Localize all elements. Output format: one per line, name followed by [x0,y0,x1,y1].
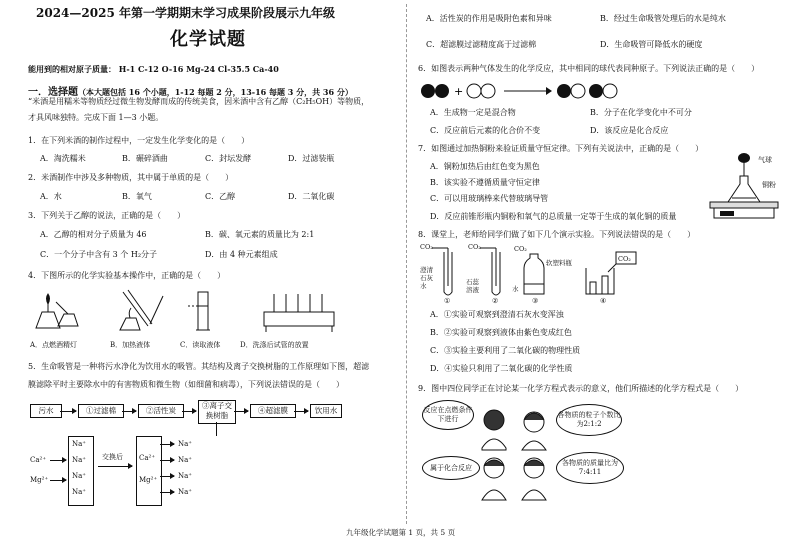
atomic-masses: 能用到的相对原子质量： H-1 C-12 O-16 Mg-24 Cl-35.5 Ca-40 [28,64,279,74]
ion-na-out: Na⁺ [178,456,192,464]
ion-arrow [160,476,174,477]
q6-stem: 6．如图表示两种气体发生的化学反应，其中相同的球代表同种原子。下列说法正确的是（ ） [418,64,760,73]
ion-arrow [160,492,174,493]
intro-line1: “米酒是用糯米等物质经过微生物发酵而成的传统美食，因米酒中含有乙醇（C₂H₅OH）等物质， [28,97,370,106]
students-illustration [474,402,556,502]
molecule-white-pair-icon [467,84,495,98]
flow-arrow [234,411,248,412]
q8-num-1: ① [444,297,451,305]
intro-line2: 才具风味独特。完成下面 1—3 小题。 [28,113,164,122]
q5-option-a: A．活性炭的作用是吸附色素和异味 [426,14,552,23]
ion-na-out: Na⁺ [178,488,192,496]
q4-option-b: B．加热液体 [110,341,151,349]
q8-num-4: ④ [600,297,607,305]
q8-num-3: ③ [532,297,539,305]
speech-bubble: 各物质的质量比为7:4:11 [556,452,624,484]
test-tube-rack-icon [264,294,334,332]
speech-bubble: 属于化合反应 [422,456,480,480]
q6-option-a: A．生成物一定是混合物 [430,108,516,117]
student-icon [482,410,546,450]
q7-option-a: A．铜粉加热后由红色变为黑色 [430,162,540,171]
ion-arrow [50,480,66,481]
q5-option-c: C．超滤膜过滤精度高于过滤棉 [426,40,537,49]
ion-ca: Ca²⁺ [30,456,47,464]
q8-label-co2: CO₂ [618,255,631,263]
q3-option-a: A．乙醇的相对分子质量为 46 [40,230,147,239]
q4-stem: 4．下图所示的化学实验基本操作中，正确的是（ ） [28,271,226,280]
speech-bubble: 各物质的粒子个数比为2:1:2 [556,404,622,436]
molecule-product-icon [589,84,617,98]
q8-option-a: A．①实验可观察到澄清石灰水变浑浊 [430,310,564,319]
svg-text:+: + [454,85,464,98]
q7-option-b: B．该实验不遵循质量守恒定律 [430,178,540,187]
flow-cotton-filter: ①过滤棉 [78,404,124,418]
flow-connector [216,422,217,436]
q8-label-co2: CO₂ [420,243,433,251]
ion-arrow [160,444,174,445]
molecule-black-pair-icon [421,84,449,98]
q5-stem-line2: 膜滤除平时主要除水中的有害物质和微生物（如细菌和病毒），下列说法错误的是（ ） [28,380,344,389]
ion-arrow [50,460,66,461]
ion-na-out: Na⁺ [178,472,192,480]
q3-option-b: B．碳、氧元素的质量比为 2:1 [205,230,315,239]
part1-heading: 一．选择题 [28,87,78,98]
q7-label-copper: 铜粉 [762,181,776,189]
q7-label-balloon: 气球 [758,156,772,164]
q1-option-b: B．碾碎酒曲 [122,154,168,163]
q5-option-d: D．生命吸管可降低水的硬度 [600,40,703,49]
flow-ultrafiltration: ④超滤膜 [250,404,296,418]
ion-arrow [160,460,174,461]
flow-arrow [122,411,136,412]
ion-mg-bound: Mg²⁺ [139,476,158,484]
q1-stem: 1．在下列米酒的制作过程中，一定发生化学变化的是（ ） [28,136,250,145]
exam-title-sub: 化学试题 [170,29,246,50]
flow-drinking-water: 饮用水 [310,404,342,418]
q4-option-d: D．洗涤后试管的放置 [240,341,309,349]
q5-option-b: B．经过生命吸管处理后的水是纯水 [600,14,726,23]
q2-option-d: D．二氧化碳 [288,192,335,201]
molecule-product-icon [557,84,585,98]
balance-icon [710,202,778,218]
flow-sewage: 污水 [30,404,62,418]
ion-na: Na⁺ [72,456,86,464]
q6-molecule-reaction [418,80,718,102]
q2-option-a: A．水 [40,192,62,201]
q6-option-b: B．分子在化学变化中不可分 [590,108,692,117]
resin-after [136,436,162,506]
flask-icon [728,176,760,202]
q2-option-c: C．乙醇 [205,192,236,201]
flow-arrow [294,411,308,412]
q2-option-b: B．氧气 [122,192,152,201]
exam-title-main: 2024—2025 年第一学期期末学习成果阶段展示九年级 [36,6,335,20]
q2-stem: 2．米酒制作中涉及多种物质，其中属于单质的是（ ） [28,173,234,182]
q4-option-a: A．点燃酒精灯 [30,341,78,349]
ion-na-out: Na⁺ [178,440,192,448]
flow-activated-carbon: ②活性炭 [138,404,184,418]
q4-apparatus-illustrations [28,286,368,336]
column-divider [406,4,407,524]
q8-num-2: ② [492,297,499,305]
q8-label-co2: CO₂ [468,243,481,251]
q8-co2-experiments [418,242,648,304]
q4-option-c: C．读取液体 [180,341,221,349]
flow-ion-exchange-resin: ③离子交换树脂 [198,400,236,424]
heating-test-tube-icon [120,290,163,330]
exchange-arrow [98,466,132,467]
q1-option-d: D．过滤装瓶 [288,154,335,163]
q5-stem-line1: 5．生命吸管是一种将污水净化为饮用水的吸管。其结构及离子交换树脂的工作原理如下图，超滤 [28,362,370,371]
q8-stem: 8．课堂上，老师给同学们做了如下几个演示实验。下列说法错误的是（ ） [418,230,696,239]
alcohol-lamp-icon [36,294,78,328]
q3-option-d: D．由 4 种元素组成 [205,250,278,259]
speech-bubble: 反应在点燃条件下进行 [422,400,474,430]
flow-arrow [60,411,76,412]
ion-na: Na⁺ [72,472,86,480]
q7-option-d: D．反应前锥形瓶内铜粉和氧气的总质量一定等于生成的氧化铜的质量 [430,212,677,221]
q8-option-c: C．③实验主要利用了二氧化碳的物理性质 [430,346,581,355]
q9-stem: 9．图中四位同学正在讨论某一化学方程式表示的意义，他们所描述的化学方程式是（ ） [418,384,744,393]
ion-ca-bound: Ca²⁺ [139,454,156,462]
q8-option-b: B．②实验可观察到液体由紫色变成红色 [430,328,572,337]
q6-option-c: C．反应前后元素的化合价不变 [430,126,541,135]
q7-stem: 7．如图通过加热铜粉来验证质量守恒定律。下列有关说法中，正确的是（ ） [418,144,704,153]
exchange-label: 交换后 [102,453,123,461]
q1-option-c: C．封坛发酵 [205,154,252,163]
q7-option-c: C．可以用玻璃棒来代替玻璃导管 [430,194,549,203]
flow-arrow [182,411,196,412]
part1-instructions: （本大题包括 16 个小题，1-12 每题 2 分，13-16 每题 3 分，共 36 分） [78,87,353,97]
q6-option-d: D．该反应是化合反应 [590,126,669,135]
student-icon [482,458,546,500]
graduated-cylinder-icon [188,292,210,330]
q8-option-d: D．④实验只利用了二氧化碳的化学性质 [430,364,573,373]
page-footer: 九年级化学试题第 1 页，共 5 页 [346,528,456,537]
ion-na: Na⁺ [72,488,86,496]
experiment-3-bottle-icon [524,254,544,294]
q8-label-co2: CO₂ [514,245,527,253]
q1-option-a: A．淘洗糯米 [40,154,86,163]
q3-option-c: C．一个分子中含有 3 个 H₂分子 [40,250,158,259]
q8-label-water: 水 [512,285,519,293]
q8-label-limewater: 澄清石灰水 [420,266,433,290]
ion-na: Na⁺ [72,440,86,448]
q8-label-soft-bottle: 软塑料瓶 [546,259,572,267]
balloon-icon [738,153,750,163]
ion-mg: Mg²⁺ [30,476,49,484]
q3-stem: 3．下列关于乙醇的说法，正确的是（ ） [28,211,186,220]
q8-label-litmus: 石蕊溶液 [466,278,479,294]
